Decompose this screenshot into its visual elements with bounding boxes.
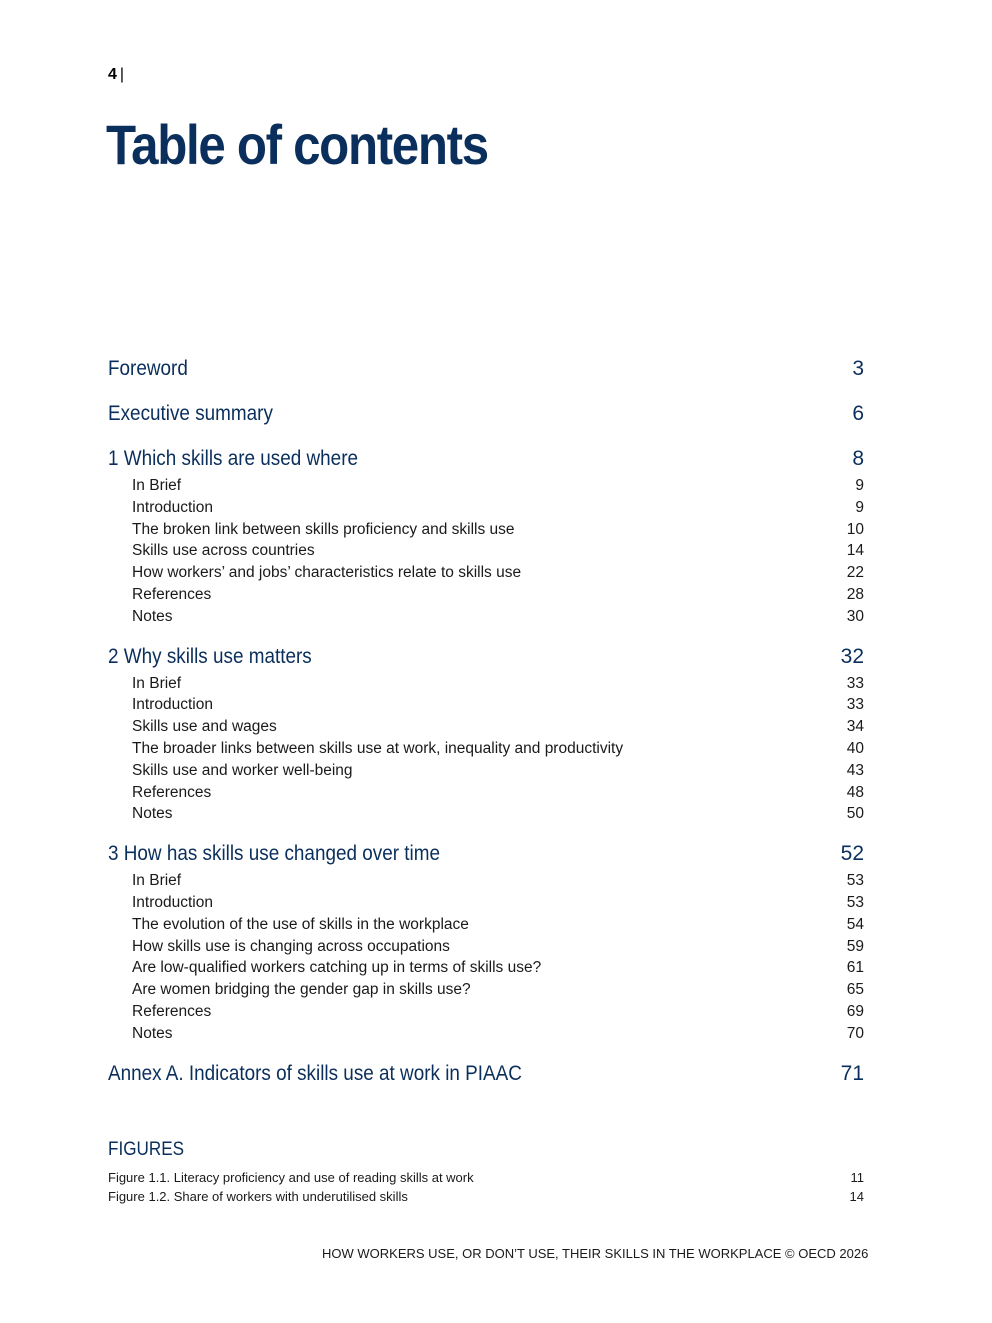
figure-entry[interactable] bbox=[108, 1168, 864, 1187]
toc-entry[interactable] bbox=[108, 1057, 864, 1090]
toc-subentry-label: In Brief bbox=[132, 477, 182, 494]
toc-entry-label: 3 How has skills use changed over time bbox=[108, 842, 440, 866]
table-of-contents bbox=[108, 352, 864, 1090]
toc-subentry[interactable] bbox=[108, 936, 864, 958]
toc-entry-page: 3 bbox=[852, 357, 864, 380]
toc-subentry-label: In Brief bbox=[132, 674, 182, 692]
toc-subentry[interactable] bbox=[108, 760, 864, 782]
toc-subentry-label: References bbox=[132, 1002, 212, 1020]
toc-subentry-page: 34 bbox=[846, 718, 864, 736]
toc-subentry-label: Introduction bbox=[132, 696, 213, 714]
toc-subentry[interactable] bbox=[108, 716, 864, 738]
toc-subentry-label: Introduction bbox=[132, 498, 213, 516]
toc-subentry[interactable] bbox=[108, 562, 864, 584]
toc-subentry-page: 65 bbox=[846, 981, 864, 999]
toc-entry[interactable] bbox=[108, 442, 864, 475]
toc-subentry-page: 14 bbox=[846, 542, 864, 560]
toc-subentry-label: References bbox=[132, 585, 212, 603]
toc-subentry-label: References bbox=[132, 783, 212, 801]
figures-list bbox=[108, 1136, 864, 1206]
toc-subentry-label: Are women bridging the gender gap in skills use? bbox=[132, 981, 471, 999]
toc-subentry-label: The evolution of the use of skills in the workplace bbox=[132, 915, 469, 933]
toc-subentry[interactable] bbox=[108, 694, 864, 716]
toc-subentry-page: 69 bbox=[846, 1002, 864, 1020]
toc-subentry-page: 59 bbox=[846, 937, 864, 955]
figures-heading: FIGURES bbox=[108, 1139, 185, 1160]
toc-subentry[interactable] bbox=[108, 803, 864, 825]
toc-entry-page: 71 bbox=[840, 1061, 864, 1085]
page-number-separator: | bbox=[119, 66, 125, 83]
toc-entry-page: 8 bbox=[852, 447, 864, 470]
toc-subentry-label: How skills use is changing across occupations bbox=[132, 937, 450, 955]
toc-subentry-page: 48 bbox=[846, 783, 864, 801]
toc-subentry-label: Introduction bbox=[132, 893, 213, 911]
toc-subentry-label: Notes bbox=[132, 607, 173, 625]
page-number bbox=[108, 66, 124, 84]
toc-subentry-page: 22 bbox=[846, 564, 864, 582]
toc-subentry[interactable] bbox=[108, 957, 864, 979]
toc-subentry[interactable] bbox=[108, 584, 864, 606]
toc-subentry-page: 61 bbox=[846, 959, 864, 977]
toc-subentry[interactable] bbox=[108, 782, 864, 804]
toc-subentry[interactable] bbox=[108, 673, 864, 695]
figure-entry-page: 14 bbox=[849, 1189, 864, 1204]
toc-entry[interactable] bbox=[108, 397, 864, 430]
figure-entry-label: Figure 1.1. Literacy proficiency and use of reading skills at work bbox=[108, 1170, 474, 1185]
toc-subentry-label: In Brief bbox=[132, 872, 182, 890]
toc-subentry[interactable] bbox=[108, 606, 864, 628]
toc-subentry-page: 9 bbox=[855, 498, 864, 516]
figures-items bbox=[108, 1168, 864, 1206]
toc-subentry-label: The broken link between skills proficiency and skills use bbox=[132, 520, 515, 538]
toc-subentry-page: 40 bbox=[846, 739, 864, 757]
toc-entry[interactable] bbox=[108, 352, 864, 385]
figure-entry[interactable] bbox=[108, 1187, 864, 1206]
toc-subentry[interactable] bbox=[108, 870, 864, 892]
toc-subentry-page: 70 bbox=[846, 1024, 864, 1042]
toc-subentry-label: Skills use and wages bbox=[132, 718, 277, 736]
figure-entry-page: 11 bbox=[850, 1170, 864, 1185]
toc-subentry[interactable] bbox=[108, 519, 864, 541]
toc-subentry[interactable] bbox=[108, 979, 864, 1001]
toc-subentry[interactable] bbox=[108, 914, 864, 936]
toc-subentry-label: Notes bbox=[132, 805, 173, 823]
toc-subentry-page: 53 bbox=[846, 872, 864, 890]
toc-subentry-label: The broader links between skills use at work, inequality and productivity bbox=[132, 739, 624, 757]
toc-subentry[interactable] bbox=[108, 497, 864, 519]
toc-entry-label: 2 Why skills use matters bbox=[108, 644, 312, 668]
page-title: Table of contents bbox=[106, 113, 488, 176]
toc-subentry[interactable] bbox=[108, 1001, 864, 1023]
toc-subentry-page: 28 bbox=[846, 585, 864, 603]
page-footer: HOW WORKERS USE, OR DON’T USE, THEIR SKILLS IN THE WORKPLACE © OECD 2026 bbox=[322, 1246, 869, 1261]
toc-entry-page: 32 bbox=[840, 644, 864, 668]
toc-subentry-page: 33 bbox=[846, 674, 864, 692]
toc-subentry[interactable] bbox=[108, 475, 864, 497]
toc-entry-label: 1 Which skills are used where bbox=[108, 447, 359, 470]
toc-subentry-label: Skills use across countries bbox=[132, 542, 315, 560]
toc-subentry[interactable] bbox=[108, 540, 864, 562]
toc-subentry-label: Notes bbox=[132, 1024, 173, 1042]
toc-subentry[interactable] bbox=[108, 892, 864, 914]
toc-subentry-label: How workers’ and jobs’ characteristics relate to skills use bbox=[132, 564, 522, 582]
toc-entry-label: Executive summary bbox=[108, 402, 273, 425]
toc-subentry-page: 53 bbox=[846, 893, 864, 911]
toc-entry-page: 6 bbox=[852, 402, 864, 425]
toc-subentry-page: 9 bbox=[855, 477, 864, 494]
toc-subentry-page: 33 bbox=[846, 696, 864, 714]
page-number-value: 4 bbox=[108, 66, 117, 83]
figure-entry-label: Figure 1.2. Share of workers with underutilised skills bbox=[108, 1189, 408, 1204]
toc-subentry-page: 54 bbox=[846, 915, 864, 933]
toc-entry-label: Foreword bbox=[108, 357, 188, 380]
toc-subentry-label: Skills use and worker well-being bbox=[132, 761, 353, 779]
toc-entry[interactable] bbox=[108, 837, 864, 870]
toc-subentry-page: 43 bbox=[846, 761, 864, 779]
toc-subentry[interactable] bbox=[108, 738, 864, 760]
toc-subentry-label: Are low-qualified workers catching up in terms of skills use? bbox=[132, 959, 542, 977]
toc-entry[interactable] bbox=[108, 640, 864, 673]
toc-entry-page: 52 bbox=[840, 842, 864, 866]
toc-subentry-page: 50 bbox=[846, 805, 864, 823]
toc-subentry-page: 10 bbox=[846, 520, 864, 538]
toc-subentry[interactable] bbox=[108, 1023, 864, 1045]
toc-subentry-page: 30 bbox=[846, 607, 864, 625]
toc-entry-label: Annex A. Indicators of skills use at work in PIAAC bbox=[108, 1061, 522, 1085]
